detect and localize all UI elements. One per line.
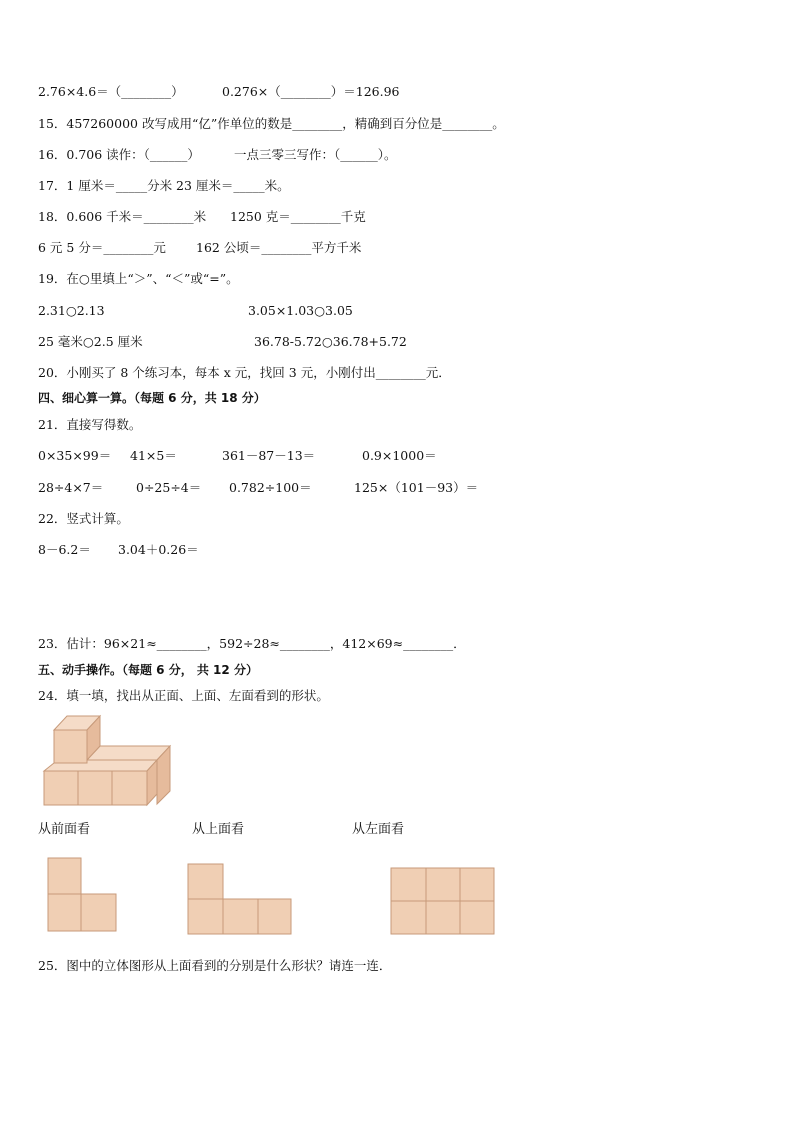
- question-18-b: 1250 克＝________千克: [230, 209, 366, 224]
- question-19-r1b: 3.05×1.03○3.05: [248, 303, 353, 318]
- question-18-c: 6 元 5 分＝________元: [38, 240, 166, 255]
- q22-item-1: 8－6.2＝: [38, 542, 91, 557]
- question-25: 25．图中的立体图形从上面看到的分别是什么形状？请连一连．: [38, 958, 392, 973]
- front-view-figure: [46, 856, 118, 934]
- q21-r2-c1: 28÷4×7＝: [38, 480, 104, 495]
- q21-r2-c3: 0.782÷100＝: [229, 480, 312, 495]
- view-label-left: 从左面看: [352, 822, 405, 837]
- q22-item-2: 3.04＋0.26＝: [118, 542, 199, 557]
- question-16-a: 16．0.706 读作：（______）: [38, 147, 200, 162]
- section-4-heading: 四、细心算一算。（每题 6 分，共 18 分）: [38, 391, 266, 405]
- question-19-r2b: 36.78-5.72○36.78+5.72: [254, 334, 407, 349]
- question-19-title: 19．在○里填上“＞”、“＜”或“=”。: [38, 271, 239, 286]
- q21-r1-c1: 0×35×99＝: [38, 448, 112, 463]
- question-19-r1a: 2.31○2.13: [38, 303, 105, 318]
- question-14-b: 0.276×（________）＝126.96: [222, 84, 400, 99]
- section-5-heading: 五、动手操作。（每题 6 分， 共 12 分）: [38, 663, 258, 677]
- question-21-title: 21．直接写得数。: [38, 417, 142, 432]
- cube-stack-figure: [40, 714, 172, 808]
- question-19-r2a: 25 毫米○2.5 厘米: [38, 334, 143, 349]
- question-23: 23．估计：96×21≈________，592÷28≈________，412×69≈________．: [38, 636, 466, 651]
- q21-r1-c2: 41×5＝: [130, 448, 177, 463]
- question-18-a: 18．0.606 千米＝________米: [38, 209, 207, 224]
- q21-r1-c4: 0.9×1000＝: [362, 448, 437, 463]
- question-17: 17．1 厘米＝_____分米 23 厘米＝_____米。: [38, 178, 290, 193]
- view-label-top: 从上面看: [192, 822, 245, 837]
- question-24-title: 24．填一填，找出从正面、上面、左面看到的形状。: [38, 688, 329, 703]
- q21-r2-c4: 125×（101－93）＝: [354, 480, 479, 495]
- top-view-figure: [186, 862, 294, 936]
- q21-r1-c3: 361－87－13＝: [222, 448, 316, 463]
- question-14-a: 2.76×4.6＝（________）: [38, 84, 184, 99]
- question-18-d: 162 公顷＝________平方千米: [196, 240, 362, 255]
- question-15: 15．457260000 改写成用“亿”作单位的数是________，精确到百分位是________。: [38, 116, 505, 131]
- q21-r2-c2: 0÷25÷4＝: [136, 480, 202, 495]
- question-22-title: 22．竖式计算。: [38, 511, 129, 526]
- left-view-figure: [389, 866, 497, 936]
- view-label-front: 从前面看: [38, 822, 91, 837]
- question-20: 20．小刚买了 8 个练习本，每本 x 元，找回 3 元，小刚付出________元．: [38, 365, 451, 380]
- question-16-b: 一点三零三写作：（______）。: [234, 147, 397, 162]
